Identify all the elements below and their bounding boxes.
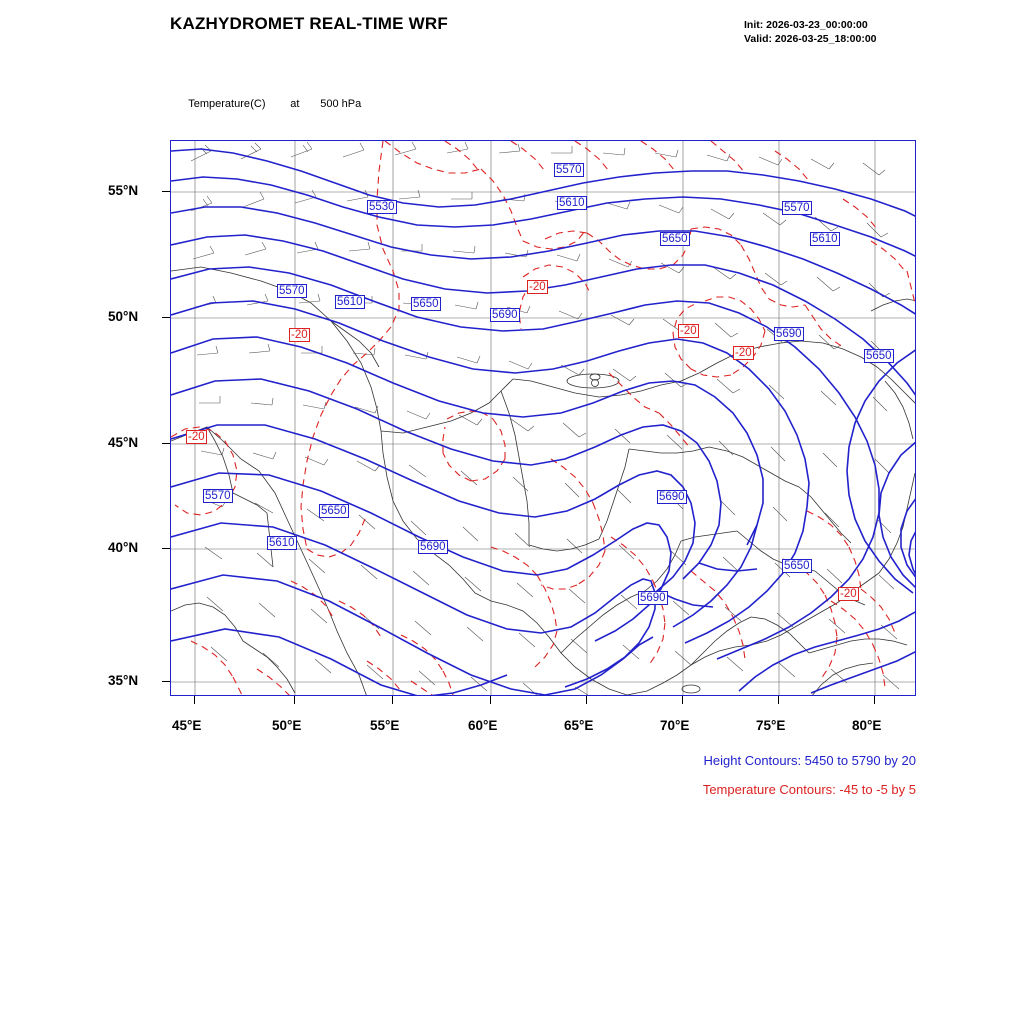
height-contour-label: 5610 [337, 296, 363, 308]
height-contour-label: 5690 [492, 309, 518, 321]
y-tick [162, 317, 170, 318]
x-tick [490, 696, 491, 704]
map-panel[interactable] [170, 140, 916, 696]
x-axis-label-45E: 45°E [172, 718, 202, 733]
x-axis-label-80E: 80°E [852, 718, 882, 733]
x-tick [294, 696, 295, 704]
height-contour-label: 5690 [659, 491, 685, 503]
x-axis-label-70E: 70°E [660, 718, 690, 733]
height-contour-label: 5690 [776, 328, 802, 340]
temperature-contour-label: -20 [188, 431, 205, 443]
height-contour-label: 5570 [279, 285, 305, 297]
height-contour-label: 5570 [784, 202, 810, 214]
valid-time: Valid: 2026-03-25_18:00:00 [744, 33, 877, 45]
height-contour-label: 5650 [321, 505, 347, 517]
height-contour-label: 5650 [413, 298, 439, 310]
x-tick [586, 696, 587, 704]
y-axis-label-40N: 40°N [108, 540, 139, 555]
height-contour-legend: Height Contours: 5450 to 5790 by 20 [703, 753, 916, 768]
y-axis-label-50N: 50°N [108, 309, 139, 324]
temperature-contours [171, 141, 915, 696]
height-contour-label: 5570 [205, 490, 231, 502]
wind-barbs [191, 142, 899, 696]
x-tick [682, 696, 683, 704]
x-tick [194, 696, 195, 704]
x-axis-label-50E: 50°E [272, 718, 302, 733]
y-tick [162, 191, 170, 192]
height-contour-label: 5570 [556, 164, 582, 176]
height-contour-label: 5650 [784, 560, 810, 572]
x-axis-label-65E: 65°E [564, 718, 594, 733]
x-tick [874, 696, 875, 704]
map-canvas [171, 141, 916, 696]
height-contour-label: 5610 [269, 537, 295, 549]
page-title: KAZHYDROMET REAL-TIME WRF [170, 14, 448, 33]
graticule [171, 141, 916, 696]
y-tick [162, 548, 170, 549]
height-contour-label: 5650 [662, 233, 688, 245]
field-at: at [290, 97, 300, 110]
temperature-contour-label: -20 [840, 588, 857, 600]
field-name: Temperature [188, 97, 250, 110]
y-axis-label-35N: 35°N [108, 673, 139, 688]
x-axis-label-55E: 55°E [370, 718, 400, 733]
height-contour-label: 5690 [420, 541, 446, 553]
field-unit: (C) [250, 97, 266, 110]
temperature-contour-label: -20 [680, 325, 697, 337]
height-contour-label: 5610 [812, 233, 838, 245]
field-level: 500 hPa [320, 97, 362, 110]
run-info [744, 18, 877, 46]
temperature-contour-legend: Temperature Contours: -45 to -5 by 5 [702, 782, 916, 797]
height-contour-label: 5650 [866, 350, 892, 362]
x-axis-label-60E: 60°E [468, 718, 498, 733]
x-axis-label-75E: 75°E [756, 718, 786, 733]
y-tick [162, 443, 170, 444]
y-axis-label-55N: 55°N [108, 183, 139, 198]
init-time: Init: 2026-03-23_00:00:00 [744, 19, 868, 31]
height-contour-label: 5610 [559, 197, 585, 209]
temperature-contour-label: -20 [735, 347, 752, 359]
coastlines-borders [171, 267, 916, 696]
height-contour-label: 5690 [640, 592, 666, 604]
field-row [176, 82, 361, 126]
temperature-contour-label: -20 [529, 281, 546, 293]
y-tick [162, 681, 170, 682]
x-tick [778, 696, 779, 704]
height-contours [171, 149, 916, 696]
height-contour-label: 5530 [369, 201, 395, 213]
x-tick [392, 696, 393, 704]
temperature-contour-label: -20 [291, 329, 308, 341]
y-axis-label-45N: 45°N [108, 435, 139, 450]
